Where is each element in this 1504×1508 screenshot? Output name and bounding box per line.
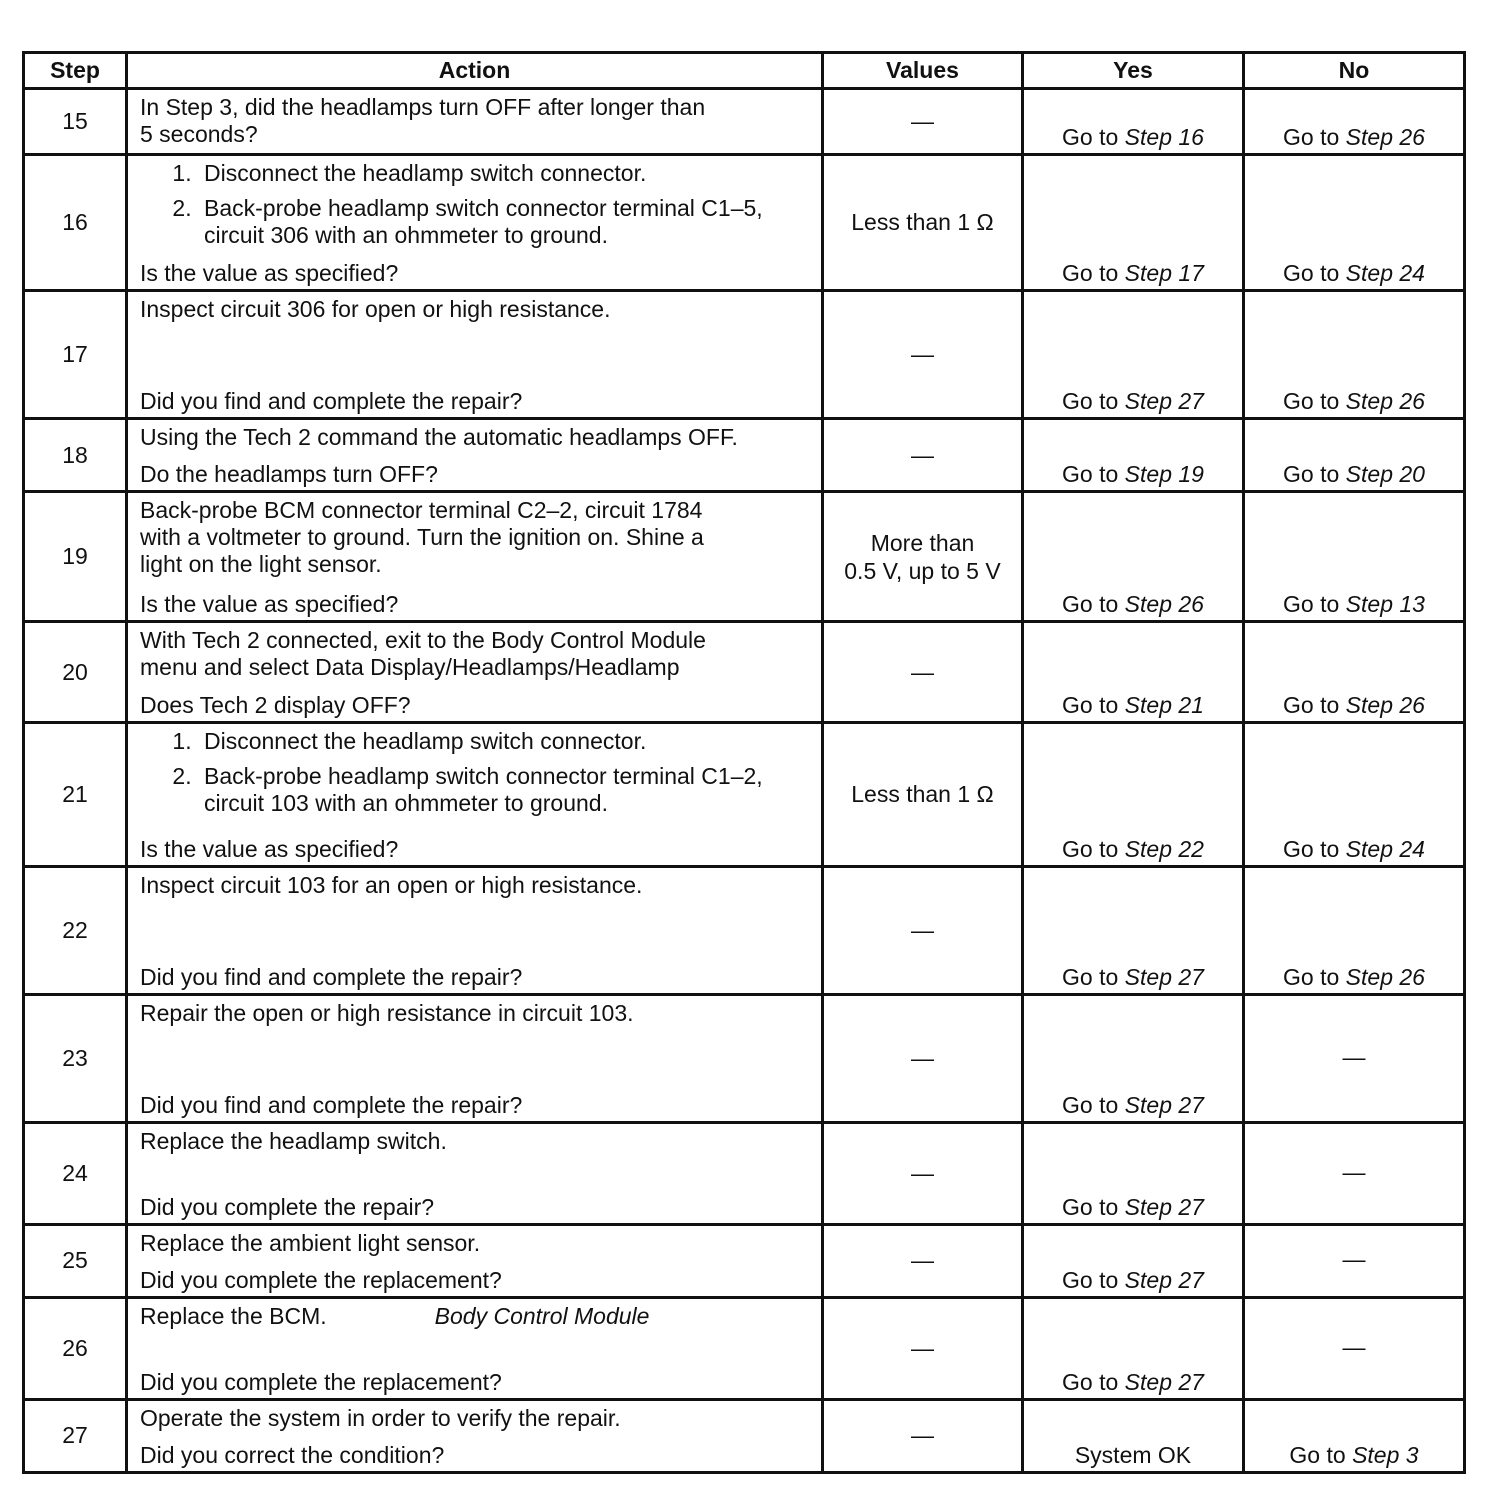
no-cell <box>1244 866 1465 994</box>
table-row <box>24 1122 1465 1224</box>
go-to-text: Go to <box>1062 1193 1125 1220</box>
table-row <box>24 89 1465 155</box>
values-cell: — <box>823 866 1023 994</box>
go-step-link: Step 16 <box>1124 124 1204 151</box>
action-question: Did you complete the repair? <box>140 1193 435 1220</box>
action-body <box>140 872 813 899</box>
yes-cell <box>1023 89 1244 155</box>
table-row <box>24 723 1465 866</box>
step-number: 27 <box>24 1399 127 1472</box>
action-body <box>140 424 813 451</box>
action-body <box>140 728 813 825</box>
go-to-text: Go to <box>1283 692 1346 719</box>
go-to-text: Go to <box>1062 835 1125 862</box>
step-number: 15 <box>24 89 127 155</box>
action-cell <box>127 492 823 622</box>
action-question: Did you find and complete the repair? <box>140 1091 523 1118</box>
step-number: 16 <box>24 155 127 291</box>
action-content <box>128 996 821 1121</box>
step-number: 24 <box>24 1122 127 1224</box>
action-instruction: Repair the open or high resistance in circuit 103. <box>140 999 634 1026</box>
header-values: Values <box>823 53 1023 89</box>
table-row <box>24 419 1465 492</box>
table-row <box>24 291 1465 419</box>
no-cell <box>1244 723 1465 866</box>
go-to-text: Go to <box>1062 963 1125 990</box>
action-question: Is the value as specified? <box>140 835 399 862</box>
action-body <box>140 160 813 257</box>
action-cell <box>127 1122 823 1224</box>
header-action: Action <box>127 53 823 89</box>
values-cell: Less than 1 Ω <box>823 155 1023 291</box>
action-body <box>140 627 813 681</box>
yes-cell <box>1023 492 1244 622</box>
values-cell <box>823 492 1023 622</box>
action-instruction: Replace the headlamp switch. <box>140 1127 447 1154</box>
action-content <box>128 1299 821 1398</box>
table-row <box>24 1297 1465 1399</box>
no-cell: — <box>1244 1122 1465 1224</box>
go-step-link: Step 17 <box>1124 260 1204 287</box>
action-question: Do the headlamps turn OFF? <box>140 461 438 488</box>
go-step-link: Step 22 <box>1124 835 1204 862</box>
action-body <box>140 1405 813 1432</box>
action-question: Is the value as specified? <box>140 591 399 618</box>
diagnostic-table <box>22 51 1466 1474</box>
table-row <box>24 1399 1465 1472</box>
step-number: 22 <box>24 866 127 994</box>
action-cell <box>127 866 823 994</box>
go-step-link: Step 27 <box>1124 1091 1204 1118</box>
step-number: 26 <box>24 1297 127 1399</box>
action-content <box>128 1124 821 1223</box>
yes-cell: System OK <box>1023 1399 1244 1472</box>
value-text: More than <box>870 529 975 556</box>
header-no: No <box>1244 53 1465 89</box>
action-question: Did you complete the replacement? <box>140 1368 502 1395</box>
go-step-link: Step 20 <box>1345 461 1425 488</box>
step-number: 20 <box>24 622 127 723</box>
go-step-link: Step 26 <box>1124 591 1204 618</box>
no-cell: — <box>1244 994 1465 1122</box>
go-to-text: Go to <box>1283 591 1346 618</box>
action-body <box>140 1230 813 1257</box>
action-cell <box>127 994 823 1122</box>
yes-cell <box>1023 1122 1244 1224</box>
table-row <box>24 155 1465 291</box>
action-note: Body Control Module <box>434 1302 650 1329</box>
action-instruction: With Tech 2 connected, exit to the Body Control Module <box>140 627 706 654</box>
go-step-link: Step 26 <box>1345 692 1425 719</box>
action-content <box>128 156 821 289</box>
go-step-link: Step 24 <box>1345 260 1425 287</box>
go-to-text: Go to <box>1062 1266 1125 1293</box>
yes-cell <box>1023 1297 1244 1399</box>
step-number: 18 <box>24 419 127 492</box>
yes-cell <box>1023 291 1244 419</box>
go-step-link: Step 24 <box>1345 835 1425 862</box>
no-cell: — <box>1244 1224 1465 1297</box>
action-instruction: Inspect circuit 103 for an open or high resistance. <box>140 871 643 898</box>
go-to-text: Go to <box>1283 835 1346 862</box>
action-text: 5 seconds? <box>140 121 258 147</box>
action-cell <box>127 1399 823 1472</box>
values-cell: — <box>823 419 1023 492</box>
go-step-link: Step 27 <box>1124 963 1204 990</box>
no-cell <box>1244 89 1465 155</box>
go-step-link: Step 27 <box>1124 1266 1204 1293</box>
go-to-text: Go to <box>1283 461 1346 488</box>
action-instruction: Inspect circuit 306 for open or high resistance. <box>140 296 611 323</box>
action-cell <box>127 723 823 866</box>
action-question: Did you find and complete the repair? <box>140 388 523 415</box>
action-step: 1. Disconnect the headlamp switch connector. <box>198 160 813 187</box>
go-step-link: Step 27 <box>1124 1193 1204 1220</box>
action-cell <box>127 1224 823 1297</box>
go-step-link: Step 26 <box>1345 388 1425 415</box>
action-content <box>128 868 821 993</box>
go-step-link: Step 19 <box>1124 461 1204 488</box>
go-to-text: Go to <box>1283 388 1346 415</box>
action-content <box>128 724 821 864</box>
no-cell <box>1244 622 1465 723</box>
go-to-text: Go to <box>1062 591 1125 618</box>
go-to-text: Go to <box>1062 260 1125 287</box>
yes-cell <box>1023 723 1244 866</box>
go-to-text: Go to <box>1283 124 1346 151</box>
action-instruction: Replace the ambient light sensor. <box>140 1229 481 1256</box>
table-row <box>24 866 1465 994</box>
header-step: Step <box>24 53 127 89</box>
action-instruction: Back-probe BCM connector terminal C2–2, circuit 1784 <box>140 497 703 524</box>
values-cell: — <box>823 1224 1023 1297</box>
values-cell: — <box>823 1297 1023 1399</box>
go-step-link: Step 27 <box>1124 1368 1204 1395</box>
go-step-link: Step 27 <box>1124 388 1204 415</box>
action-text: In Step 3, did the headlamps turn OFF after longer than <box>140 94 706 120</box>
header-row <box>24 53 1465 89</box>
yes-cell <box>1023 1224 1244 1297</box>
go-to-text: Go to <box>1062 461 1125 488</box>
yes-cell <box>1023 994 1244 1122</box>
values-cell: — <box>823 1122 1023 1224</box>
go-step-link: Step 3 <box>1352 1442 1419 1468</box>
action-steps <box>140 728 813 817</box>
action-body <box>140 1000 813 1027</box>
action-content <box>128 1401 821 1471</box>
action-instruction: menu and select Data Display/Headlamps/Headlamp <box>140 654 680 681</box>
action-cell <box>127 291 823 419</box>
table-row <box>24 492 1465 622</box>
action-cell <box>127 419 823 492</box>
go-to-text: Go to <box>1283 260 1346 287</box>
action-instruction: light on the light sensor. <box>140 551 382 578</box>
action-content <box>128 420 821 490</box>
go-to-text: Go to <box>1283 963 1346 990</box>
go-to-text: Go to <box>1062 388 1125 415</box>
go-to-text: Go to <box>1062 692 1125 719</box>
step-number: 25 <box>24 1224 127 1297</box>
action-body <box>140 94 813 148</box>
table-row <box>24 1224 1465 1297</box>
action-content <box>128 1226 821 1296</box>
action-content <box>128 623 821 721</box>
go-to-text: Go to <box>1062 1368 1125 1395</box>
action-question: Is the value as specified? <box>140 260 399 287</box>
action-cell <box>127 89 823 155</box>
go-to-text: Go to <box>1062 124 1125 151</box>
no-cell: — <box>1244 1297 1465 1399</box>
action-question: Did you complete the replacement? <box>140 1266 502 1293</box>
values-cell: — <box>823 291 1023 419</box>
action-content <box>128 292 821 417</box>
step-number: 21 <box>24 723 127 866</box>
table-row <box>24 994 1465 1122</box>
values-cell: Less than 1 Ω <box>823 723 1023 866</box>
header-yes: Yes <box>1023 53 1244 89</box>
go-step-link: Step 13 <box>1345 591 1425 618</box>
action-question: Does Tech 2 display OFF? <box>140 692 411 719</box>
action-step: 2. Back-probe headlamp switch connector terminal C1–2, circuit 103 with an ohmmeter to ground. <box>198 763 813 817</box>
action-instruction: Operate the system in order to verify the repair. <box>140 1404 621 1431</box>
go-step-link: Step 26 <box>1345 124 1425 151</box>
action-body <box>140 1128 813 1155</box>
table-row <box>24 622 1465 723</box>
action-cell <box>127 1297 823 1399</box>
action-body <box>140 1303 813 1330</box>
no-cell <box>1244 291 1465 419</box>
no-cell <box>1244 492 1465 622</box>
values-cell: — <box>823 89 1023 155</box>
step-number: 17 <box>24 291 127 419</box>
yes-cell <box>1023 866 1244 994</box>
step-number: 19 <box>24 492 127 622</box>
values-cell: — <box>823 994 1023 1122</box>
yes-cell <box>1023 155 1244 291</box>
action-cell <box>127 622 823 723</box>
action-steps <box>140 160 813 249</box>
value-text: 0.5 V, up to 5 V <box>844 557 1001 584</box>
action-cell <box>127 155 823 291</box>
go-step-link: Step 21 <box>1124 692 1204 719</box>
action-question: Did you find and complete the repair? <box>140 963 523 990</box>
step-number: 23 <box>24 994 127 1122</box>
action-content <box>128 90 821 153</box>
action-instruction: Replace the BCM. Body Control Module <box>140 1302 650 1329</box>
action-instruction: Using the Tech 2 command the automatic headlamps OFF. <box>140 424 738 451</box>
action-step: 1. Disconnect the headlamp switch connector. <box>198 728 813 755</box>
action-body <box>140 296 813 323</box>
action-question: Did you correct the condition? <box>140 1442 445 1468</box>
values-cell: — <box>823 1399 1023 1472</box>
yes-cell <box>1023 622 1244 723</box>
no-cell <box>1244 419 1465 492</box>
action-instruction: with a voltmeter to ground. Turn the ignition on. Shine a <box>140 524 704 551</box>
no-cell <box>1244 1399 1465 1472</box>
values-cell: — <box>823 622 1023 723</box>
action-body <box>140 497 813 578</box>
no-cell <box>1244 155 1465 291</box>
action-step: 2. Back-probe headlamp switch connector terminal C1–5, circuit 306 with an ohmmeter to ground. <box>198 195 813 249</box>
yes-cell <box>1023 419 1244 492</box>
go-to-text: Go to <box>1062 1091 1125 1118</box>
go-step-link: Step 26 <box>1345 963 1425 990</box>
action-content <box>128 493 821 620</box>
go-to-text: Go to <box>1289 1442 1353 1468</box>
